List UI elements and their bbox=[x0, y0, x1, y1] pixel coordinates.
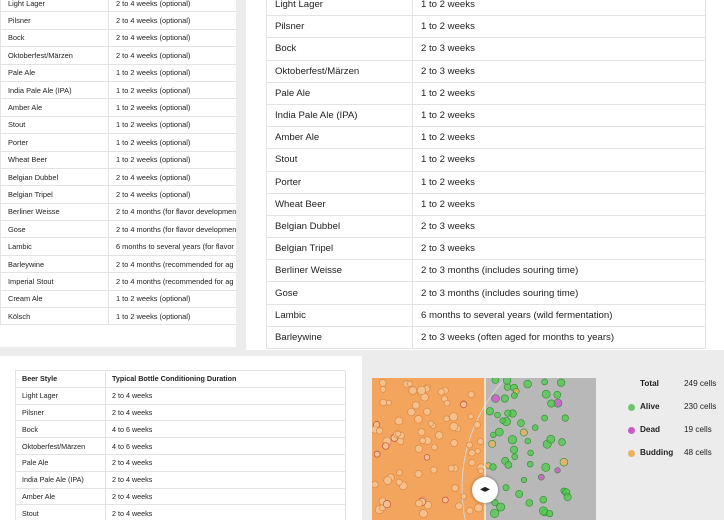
table-row bbox=[1, 81, 237, 98]
table-header-row bbox=[16, 371, 346, 388]
cell-mark bbox=[521, 477, 527, 483]
beer-style-cell: Oktoberfest/Märzen bbox=[267, 60, 413, 82]
original-image-half bbox=[372, 378, 485, 520]
cell-mark bbox=[542, 390, 550, 398]
beer-style-cell: Stout bbox=[1, 116, 109, 133]
table-row bbox=[1, 221, 237, 238]
table-row bbox=[16, 404, 346, 421]
legend-item-dead bbox=[618, 424, 722, 438]
cell-mark bbox=[559, 439, 566, 446]
cell-mark bbox=[383, 500, 390, 507]
cell-mark bbox=[478, 468, 484, 474]
duration-cell: 2 to 3 months (includes souring time) bbox=[413, 282, 706, 304]
cell-mark bbox=[461, 494, 467, 500]
beer-style-cell: Lambic bbox=[1, 238, 109, 255]
cell-mark bbox=[448, 465, 454, 471]
cell-mark bbox=[525, 438, 531, 444]
cell-mark bbox=[477, 439, 483, 445]
beer-style-cell: Stout bbox=[267, 149, 413, 171]
cell-mark bbox=[503, 485, 509, 491]
cell-mark bbox=[500, 418, 506, 424]
cell-mark bbox=[431, 467, 437, 473]
table-row bbox=[1, 151, 237, 168]
cell-mark bbox=[424, 408, 431, 415]
conditioning-table bbox=[15, 370, 346, 520]
cell-mark bbox=[548, 400, 555, 407]
table-row bbox=[1, 99, 237, 116]
table-row bbox=[16, 454, 346, 471]
cell-mark bbox=[376, 428, 383, 435]
duration-cell: 2 to 4 weeks bbox=[106, 488, 346, 505]
table-row bbox=[1, 290, 237, 307]
cell-mark bbox=[505, 461, 512, 468]
cell-mark bbox=[469, 450, 476, 457]
cell-mark bbox=[547, 510, 553, 516]
cell-mark bbox=[407, 381, 412, 386]
cell-mark bbox=[555, 468, 561, 474]
cell-mark bbox=[415, 415, 423, 423]
cell-mark bbox=[383, 443, 390, 450]
beer-style-cell: Porter bbox=[1, 134, 109, 151]
duration-cell: 2 to 3 weeks (often aged for months to years) bbox=[413, 326, 706, 348]
duration-cell: 1 to 2 weeks bbox=[413, 171, 706, 193]
legend-label: Alive bbox=[640, 402, 660, 411]
duration-cell: 2 to 3 weeks bbox=[413, 38, 706, 60]
table-row bbox=[267, 0, 706, 16]
table-row bbox=[1, 238, 237, 255]
beer-style-cell: Amber Ale bbox=[267, 127, 413, 149]
cell-mark bbox=[468, 391, 474, 397]
beer-style-cell: Lambic bbox=[267, 304, 413, 326]
cell-mark bbox=[444, 400, 450, 406]
duration-cell: 2 to 4 months (for flavor developmen bbox=[109, 221, 237, 238]
table-row bbox=[267, 171, 706, 193]
table-row bbox=[16, 421, 346, 438]
cell-mark bbox=[467, 508, 473, 514]
duration-cell: 2 to 4 months (recommended for ag bbox=[109, 255, 237, 272]
beer-style-cell: Belgian Tripel bbox=[1, 186, 109, 203]
cell-mark bbox=[456, 503, 463, 510]
cell-mark bbox=[468, 414, 473, 419]
beer-style-cell: Pale Ale bbox=[267, 82, 413, 104]
conditioning-table-panel bbox=[0, 356, 362, 520]
duration-cell: 1 to 2 weeks (optional) bbox=[109, 81, 237, 98]
table-row bbox=[16, 387, 346, 404]
cell-mark bbox=[505, 410, 511, 416]
legend-label: Total bbox=[640, 379, 659, 388]
cell-mark bbox=[540, 496, 547, 503]
table-row bbox=[267, 215, 706, 237]
duration-cell: 1 to 2 weeks bbox=[413, 82, 706, 104]
duration-cell: 1 to 2 weeks (optional) bbox=[109, 308, 237, 325]
beer-style-cell: Gose bbox=[1, 221, 109, 238]
beer-style-cell: Amber Ale bbox=[16, 488, 106, 505]
cell-mark bbox=[495, 428, 503, 436]
cell-mark bbox=[442, 497, 448, 503]
duration-cell: 2 to 4 weeks (optional) bbox=[109, 47, 237, 64]
cell-mark bbox=[474, 422, 481, 429]
duration-cell: 2 to 4 weeks (optional) bbox=[109, 29, 237, 46]
beer-style-cell: Light Lager bbox=[1, 0, 109, 12]
legend-item-total bbox=[618, 378, 722, 392]
table-row bbox=[1, 203, 237, 220]
table-row bbox=[267, 238, 706, 260]
cell-mark bbox=[564, 493, 571, 500]
cell-mark bbox=[374, 451, 380, 457]
beer-style-cell: Wheat Beer bbox=[1, 151, 109, 168]
cell-mark bbox=[469, 460, 475, 466]
cell-mark bbox=[380, 399, 387, 406]
table-row bbox=[1, 308, 237, 325]
duration-cell: 4 to 6 weeks bbox=[106, 438, 346, 455]
table-row bbox=[16, 438, 346, 455]
beer-style-cell: Imperial Stout bbox=[1, 273, 109, 290]
table-row bbox=[1, 12, 237, 29]
duration-cell: 2 to 3 months (includes souring time) bbox=[413, 260, 706, 282]
beer-style-cell: Wheat Beer bbox=[267, 193, 413, 215]
duration-cell: 1 to 2 weeks bbox=[413, 149, 706, 171]
cell-mark bbox=[451, 440, 458, 447]
duration-cell: 1 to 2 weeks (optional) bbox=[109, 99, 237, 116]
cell-mark bbox=[508, 435, 517, 444]
cell-mark bbox=[415, 445, 422, 452]
beer-style-cell: Belgian Dubbel bbox=[1, 168, 109, 185]
cell-mark bbox=[380, 387, 386, 393]
duration-cell: 2 to 4 weeks bbox=[106, 387, 346, 404]
cell-mark bbox=[510, 446, 517, 453]
cell-mark bbox=[384, 477, 392, 485]
cell-mark bbox=[416, 500, 423, 507]
beer-style-cell: Barleywine bbox=[1, 255, 109, 272]
cell-mark bbox=[475, 504, 483, 512]
beer-style-cell: Pale Ale bbox=[16, 454, 106, 471]
duration-cell: 2 to 4 weeks (optional) bbox=[109, 186, 237, 203]
table-row bbox=[16, 471, 346, 488]
duration-cell: 6 months to several years (for flavor bbox=[109, 238, 237, 255]
cell-mark bbox=[518, 420, 525, 427]
beer-style-cell: Pale Ale bbox=[1, 64, 109, 81]
cell-mark bbox=[542, 463, 550, 471]
cell-mark bbox=[490, 509, 499, 518]
cell-mark bbox=[489, 440, 496, 447]
beer-style-cell: Porter bbox=[267, 171, 413, 193]
beer-style-cell: Bock bbox=[16, 421, 106, 438]
beer-style-cell: Pilsner bbox=[16, 404, 106, 421]
beer-style-cell: Barleywine bbox=[267, 326, 413, 348]
legend-dot-icon bbox=[628, 450, 635, 457]
cell-mark bbox=[495, 412, 501, 418]
table-row bbox=[267, 127, 706, 149]
cell-mark bbox=[415, 470, 422, 477]
cell-mark bbox=[503, 378, 511, 384]
cell-count-legend bbox=[618, 372, 722, 472]
table-row bbox=[267, 326, 706, 348]
cell-mark bbox=[409, 387, 417, 395]
beer-style-cell: Bock bbox=[1, 29, 109, 46]
cell-mark bbox=[486, 408, 494, 416]
duration-cell: 2 to 4 weeks (optional) bbox=[109, 168, 237, 185]
cell-mark bbox=[557, 379, 565, 387]
cell-mark bbox=[420, 510, 428, 518]
beer-style-cell: Berliner Weisse bbox=[267, 260, 413, 282]
cell-mark bbox=[516, 490, 523, 497]
cell-mark bbox=[524, 380, 532, 388]
cell-mark bbox=[435, 432, 443, 440]
table-row bbox=[267, 104, 706, 126]
beer-style-cell: Gose bbox=[267, 282, 413, 304]
table-row bbox=[16, 505, 346, 520]
table-row bbox=[1, 255, 237, 272]
duration-cell: 1 to 2 weeks (optional) bbox=[109, 290, 237, 307]
duration-cell: 2 to 4 weeks bbox=[106, 404, 346, 421]
table-row bbox=[267, 149, 706, 171]
column-header-duration: Typical Bottle Conditioning Duration bbox=[106, 371, 346, 388]
table-row bbox=[267, 60, 706, 82]
table-row bbox=[1, 116, 237, 133]
left-right-arrows-icon[interactable]: ◂▸ bbox=[472, 477, 498, 503]
cell-mark bbox=[520, 429, 527, 436]
cell-mark bbox=[501, 395, 508, 402]
legend-label: Dead bbox=[640, 425, 661, 434]
cell-mark bbox=[512, 454, 518, 460]
duration-cell: 1 to 2 weeks bbox=[413, 193, 706, 215]
duration-cell: 2 to 4 weeks (optional) bbox=[109, 0, 237, 12]
cell-image-comparison[interactable] bbox=[372, 378, 596, 520]
duration-cell: 2 to 4 weeks bbox=[106, 471, 346, 488]
duration-cell: 1 to 2 weeks bbox=[413, 127, 706, 149]
duration-cell: 1 to 2 weeks bbox=[413, 16, 706, 38]
cell-mark bbox=[528, 450, 534, 456]
column-header-beer-style: Beer Style bbox=[16, 371, 106, 388]
cell-mark bbox=[491, 432, 497, 438]
beer-style-cell: Amber Ale bbox=[1, 99, 109, 116]
cell-mark bbox=[538, 474, 544, 480]
legend-count: 230 cells bbox=[684, 402, 717, 411]
cell-mark bbox=[492, 395, 500, 403]
beer-style-cell: Kölsch bbox=[1, 308, 109, 325]
cell-mark bbox=[562, 415, 569, 422]
cell-mark bbox=[417, 386, 425, 394]
beer-style-cell: India Pale Ale (IPA) bbox=[267, 104, 413, 126]
duration-cell: 2 to 3 weeks bbox=[413, 215, 706, 237]
legend-label: Budding bbox=[640, 448, 674, 457]
beer-style-cell: India Pale Ale (IPA) bbox=[16, 471, 106, 488]
beer-style-cell: India Pale Ale (IPA) bbox=[1, 81, 109, 98]
cell-mark bbox=[438, 389, 444, 395]
fermentation-table-panel-small bbox=[0, 0, 236, 347]
cell-mark bbox=[461, 401, 467, 407]
cell-mark bbox=[424, 455, 430, 461]
cell-mark bbox=[526, 500, 533, 507]
beer-style-cell: Cream Ale bbox=[1, 290, 109, 307]
duration-cell: 6 months to several years (wild fermentation) bbox=[413, 304, 706, 326]
cell-mark bbox=[379, 379, 386, 386]
duration-cell: 2 to 4 months (for flavor developmen bbox=[109, 203, 237, 220]
cell-mark bbox=[450, 423, 458, 431]
cell-mark bbox=[475, 448, 480, 453]
table-row bbox=[1, 0, 237, 12]
table-row bbox=[267, 38, 706, 60]
fermentation-table-small bbox=[0, 0, 236, 325]
cell-mark bbox=[532, 425, 538, 431]
table-row bbox=[267, 304, 706, 326]
table-row bbox=[267, 193, 706, 215]
duration-cell: 2 to 4 months (recommended for ag bbox=[109, 273, 237, 290]
duration-cell: 2 to 4 weeks (optional) bbox=[109, 12, 237, 29]
legend-count: 48 cells bbox=[684, 448, 712, 457]
cell-mark bbox=[396, 479, 402, 485]
table-row bbox=[267, 282, 706, 304]
cell-mark bbox=[432, 444, 438, 450]
beer-style-cell: Belgian Dubbel bbox=[267, 215, 413, 237]
cell-mark bbox=[527, 461, 533, 467]
legend-count: 19 cells bbox=[684, 425, 712, 434]
cell-mark bbox=[408, 408, 416, 416]
cell-mark bbox=[511, 393, 517, 399]
duration-cell: 2 to 4 weeks bbox=[106, 454, 346, 471]
duration-cell: 1 to 2 weeks (optional) bbox=[109, 64, 237, 81]
duration-cell: 2 to 3 weeks bbox=[413, 238, 706, 260]
cell-mark bbox=[452, 485, 459, 492]
duration-cell: 1 to 2 weeks (optional) bbox=[109, 134, 237, 151]
cell-mark bbox=[504, 384, 511, 391]
cell-mark bbox=[554, 391, 561, 398]
cell-mark bbox=[395, 431, 400, 436]
duration-cell: 1 to 2 weeks bbox=[413, 104, 706, 126]
table-row bbox=[1, 186, 237, 203]
cell-mark bbox=[560, 458, 568, 466]
fermentation-table-panel-large bbox=[246, 0, 724, 350]
legend-item-alive bbox=[618, 401, 722, 415]
cell-mark bbox=[418, 429, 425, 436]
cell-mark bbox=[542, 379, 548, 385]
cell-mark bbox=[542, 415, 548, 421]
cell-mark bbox=[395, 417, 403, 425]
fermentation-table-large bbox=[266, 0, 706, 349]
beer-style-cell: Oktoberfest/Märzen bbox=[16, 438, 106, 455]
cell-mark bbox=[450, 413, 458, 421]
beer-style-cell: Pilsner bbox=[1, 12, 109, 29]
beer-style-cell: Light Lager bbox=[16, 387, 106, 404]
legend-dot-icon bbox=[628, 427, 635, 434]
cell-mark bbox=[412, 402, 419, 409]
legend-count: 249 cells bbox=[684, 379, 717, 388]
table-row bbox=[267, 16, 706, 38]
cell-mark bbox=[372, 481, 378, 488]
cell-mark bbox=[490, 464, 497, 471]
table-row bbox=[1, 168, 237, 185]
duration-cell: 2 to 4 weeks bbox=[106, 505, 346, 520]
beer-style-cell: Berliner Weisse bbox=[1, 203, 109, 220]
table-row bbox=[1, 47, 237, 64]
legend-dot-icon bbox=[628, 404, 635, 411]
table-row bbox=[267, 82, 706, 104]
cell-mark bbox=[420, 438, 426, 444]
cell-mark bbox=[547, 435, 555, 443]
table-row bbox=[1, 134, 237, 151]
cell-mark bbox=[397, 470, 403, 476]
beer-style-cell: Light Lager bbox=[267, 0, 413, 16]
cell-mark bbox=[428, 421, 433, 426]
cell-mark bbox=[467, 442, 473, 448]
cell-mark bbox=[492, 378, 499, 384]
table-row bbox=[1, 273, 237, 290]
beer-style-cell: Oktoberfest/Märzen bbox=[1, 47, 109, 64]
duration-cell: 1 to 2 weeks (optional) bbox=[109, 116, 237, 133]
cell-mark bbox=[444, 416, 450, 422]
table-row bbox=[1, 29, 237, 46]
table-row bbox=[16, 488, 346, 505]
table-row bbox=[1, 64, 237, 81]
duration-cell: 1 to 2 weeks bbox=[413, 0, 706, 16]
beer-style-cell: Stout bbox=[16, 505, 106, 520]
beer-style-cell: Belgian Tripel bbox=[267, 238, 413, 260]
duration-cell: 2 to 3 weeks bbox=[413, 60, 706, 82]
beer-style-cell: Pilsner bbox=[267, 16, 413, 38]
table-row bbox=[267, 260, 706, 282]
cell-mark bbox=[386, 400, 391, 405]
beer-style-cell: Bock bbox=[267, 38, 413, 60]
duration-cell: 1 to 2 weeks (optional) bbox=[109, 151, 237, 168]
duration-cell: 4 to 6 weeks bbox=[106, 421, 346, 438]
legend-item-budding bbox=[618, 447, 722, 461]
